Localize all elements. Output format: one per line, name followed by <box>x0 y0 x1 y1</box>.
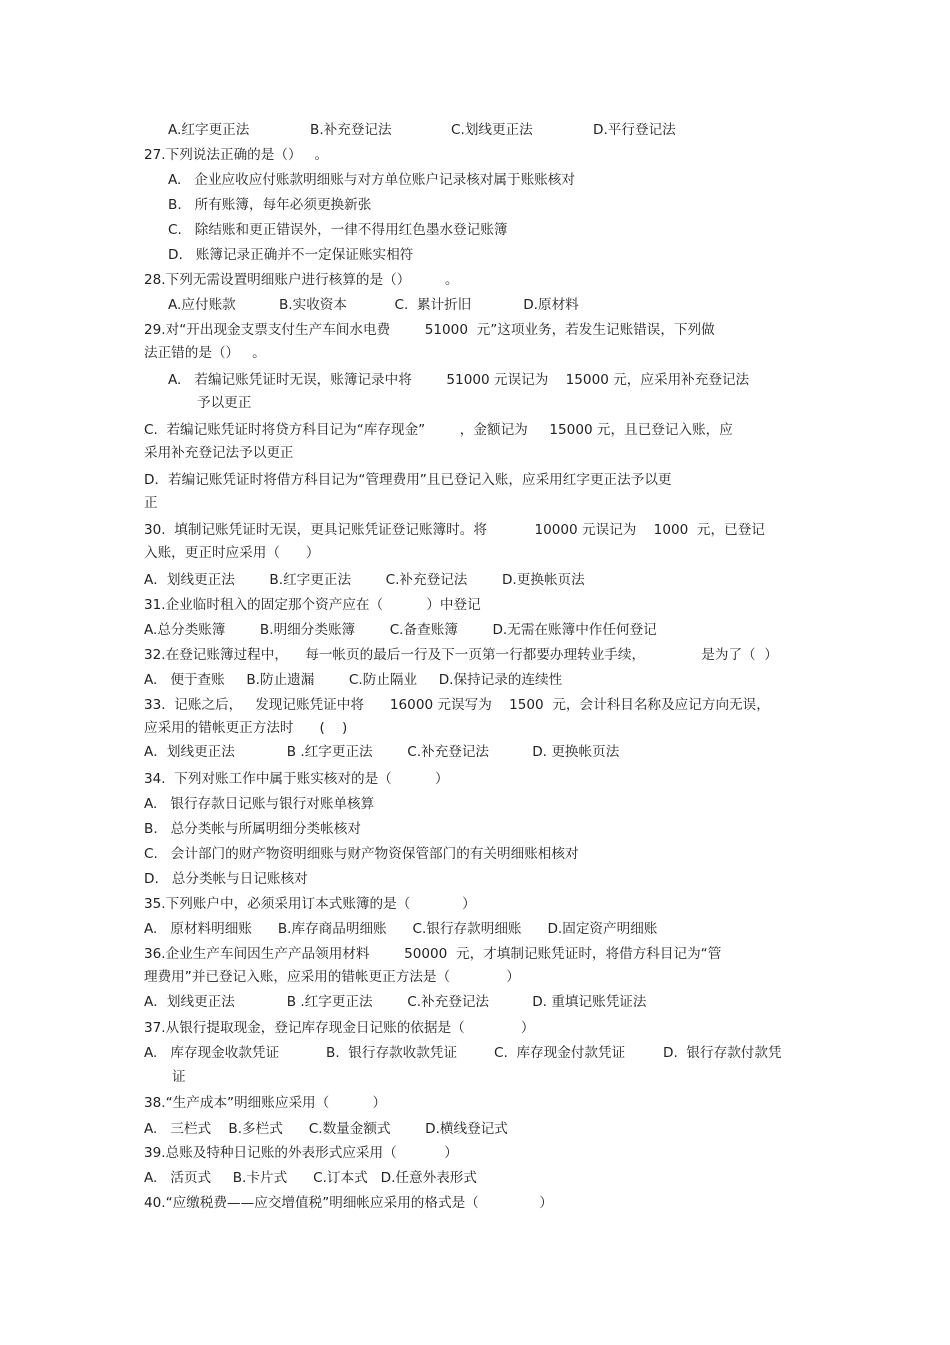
q29-option-c: C. 若编记账凭证时将贷方科目记为“库存现金” ，金额记为 15000 元，且已登记入账，应 <box>144 422 733 438</box>
q29-option-a-cont: 予以更正 <box>197 395 252 411</box>
q29-option-c-cont: 采用补充登记法予以更正 <box>144 445 294 461</box>
q28-options: A.应付账款 B.实收资本 C. 累计折旧 D.原材料 <box>168 297 579 313</box>
q26-option-b: B.补充登记法 <box>310 122 392 138</box>
q36-question: 36.企业生产车间因生产产品领用材料 50000 元，才填制记账凭证时，将借方科目记为“管 <box>144 946 722 962</box>
q32-question: 32.在登记账簿过程中， 每一帐页的最后一行及下一页第一行都要办理转业手续， 是为了（ ） <box>144 647 778 663</box>
q34-question: 34. 下列对账工作中属于账实核对的是（ ） <box>144 771 449 787</box>
q29-option-d-cont: 正 <box>144 495 158 511</box>
q38-question: 38.“生产成本”明细账应采用（ ） <box>144 1095 387 1111</box>
q37-option-b: B. 银行存款收款凭证 <box>326 1045 458 1061</box>
q37-option-d-cont: 证 <box>172 1069 186 1085</box>
q33-question: 33. 记账之后， 发现记账凭证中将 16000 元误写为 1500 元，会计科目名称及应记方向无误， <box>144 697 770 713</box>
q33-question-cont: 应采用的错帐更正方法时 ( ) <box>144 720 348 736</box>
q34-option-a: A. 银行存款日记账与银行对账单核算 <box>144 796 375 812</box>
q26-options <box>0 121 950 139</box>
q29-question-cont: 法正错的是（） 。 <box>144 345 266 361</box>
q35-question: 35.下列账户中，必须采用订本式账簿的是（ ） <box>144 896 476 912</box>
q36-options: A．划线更正法 B .红字更正法 C.补充登记法 D. 重填记账凭证法 <box>144 994 647 1010</box>
q26-option-c: C.划线更正法 <box>451 122 533 138</box>
q32-options: A. 便于查账 B.防止遗漏 C.防止隔业 D.保持记录的连续性 <box>144 672 563 688</box>
q27-option-d: D. 账簿记录正确并不一定保证账实相符 <box>168 247 414 263</box>
q30-options: A．划线更正法 B.红字更正法 C.补充登记法 D.更换帐页法 <box>144 572 585 588</box>
q28-question: 28.下列无需设置明细账户进行核算的是（） 。 <box>144 272 459 288</box>
q37-option-c: C. 库存现金付款凭证 <box>494 1045 626 1061</box>
q30-question: 30. 填制记账凭证时无误，更具记账凭证登记账簿时。将 10000 元误记为 1000 元，已登记 <box>144 522 765 538</box>
q26-option-a: A.红字更正法 <box>168 122 250 138</box>
q35-options: A. 原材料明细账 B.库存商品明细账 C.银行存款明细账 D.固定资产明细账 <box>144 921 658 937</box>
q26-option-d: D.平行登记法 <box>593 122 676 138</box>
q40-question: 40.“应缴税费——应交增值税”明细帐应采用的格式是（ ） <box>144 1195 553 1211</box>
q29-option-a: A. 若编记账凭证时无误，账簿记录中将 51000 元误记为 15000 元，应采用补充登记法 <box>168 372 750 388</box>
q39-question: 39.总账及特种日记账的外表形式应采用（ ） <box>144 1145 458 1161</box>
q37-option-d: D. 银行存款付款凭 <box>663 1045 782 1061</box>
q27-option-b: B. 所有账簿，每年必须更换新张 <box>168 197 372 213</box>
q39-options: A. 活页式 B.卡片式 C.订本式 D.任意外表形式 <box>144 1170 477 1186</box>
q29-option-d: D．若编记账凭证时将借方科目记为“管理费用”且已登记入账，应采用红字更正法予以更 <box>144 472 672 488</box>
q36-question-cont: 理费用”并已登记入账，应采用的错帐更正方法是（ ） <box>144 969 520 985</box>
q31-question: 31.企业临时租入的固定那个资产应在（ ）中登记 <box>144 597 481 613</box>
q27-option-c: C. 除结账和更正错误外，一律不得用红色墨水登记账簿 <box>168 222 508 238</box>
q34-option-d: D. 总分类帐与日记账核对 <box>144 871 308 887</box>
q34-option-c: C. 会计部门的财产物资明细账与财产物资保管部门的有关明细账相核对 <box>144 846 579 862</box>
q37-option-a: A. 库存现金收款凭证 <box>144 1045 280 1061</box>
q34-option-b: B. 总分类帐与所属明细分类帐核对 <box>144 821 361 837</box>
q27-option-a: A. 企业应收应付账款明细账与对方单位账户记录核对属于账账核对 <box>168 172 575 188</box>
q38-options: A. 三栏式 B.多栏式 C.数量金额式 D.横线登记式 <box>144 1121 508 1137</box>
q37-question: 37.从银行提取现金，登记库存现金日记账的依据是（ ） <box>144 1020 535 1036</box>
q29-question: 29.对“开出现金支票支付生产车间水电费 51000 元”这项业务，若发生记账错误，下列做 <box>144 322 715 338</box>
q31-options: A.总分类账簿 B.明细分类账簿 C.备查账簿 D.无需在账簿中作任何登记 <box>144 622 657 638</box>
q27-question: 27.下列说法正确的是（） 。 <box>144 147 329 163</box>
q30-question-cont: 入账，更正时应采用（ ） <box>144 545 320 561</box>
q33-options: A．划线更正法 B .红字更正法 C.补充登记法 D. 更换帐页法 <box>144 744 620 760</box>
q37-options <box>0 1044 950 1062</box>
